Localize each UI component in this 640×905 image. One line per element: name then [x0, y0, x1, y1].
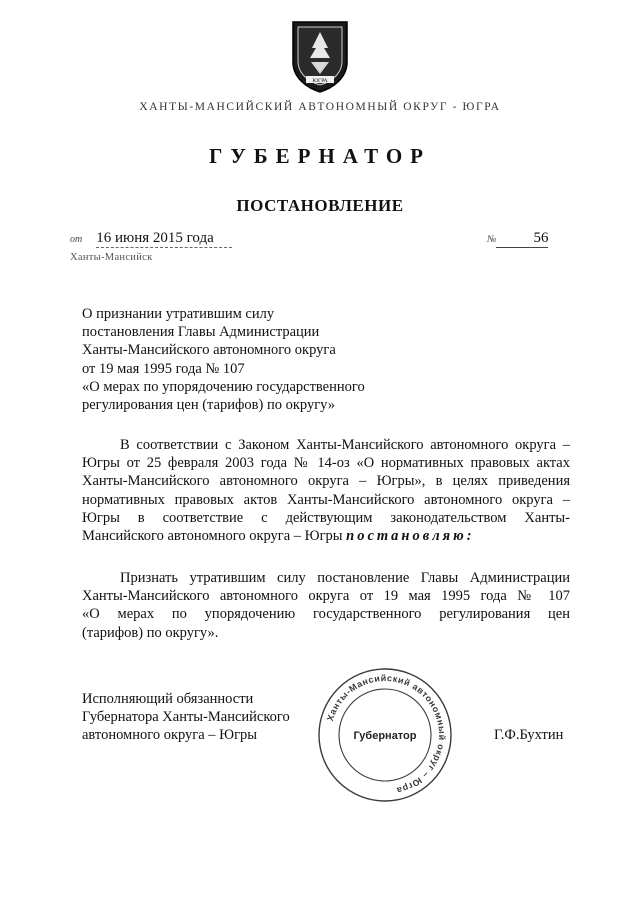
subject-line: от 19 мая 1995 года № 107 — [82, 360, 245, 377]
document-number — [487, 230, 548, 248]
body-line: Признать утратившим силу постановление Главы Администрации — [120, 570, 570, 586]
body-paragraph-1 — [82, 436, 570, 545]
coat-of-arms-emblem — [289, 18, 351, 94]
subject-line: О признании утратившим силу — [82, 306, 275, 322]
decree-word: постановляю: — [346, 528, 475, 545]
subject-line: «О мерах по упорядочению государственного — [82, 378, 365, 395]
document-type: ПОСТАНОВЛЕНИЕ — [236, 196, 404, 215]
body-line: Ханты-Мансийского автономного округа – Югры», в целях приведения — [82, 473, 570, 490]
stamp-center-text: Губернатор — [353, 730, 417, 742]
authority-title: ГУБЕРНАТОР — [208, 144, 432, 168]
number-prefix: № — [487, 234, 497, 245]
body-line: В соответствии с Законом Ханты-Мансийского автономного округа – — [120, 437, 570, 453]
subject-line: Ханты-Мансийского автономного округа — [82, 342, 336, 359]
body-line: нормативных правовых актов Ханты-Мансийского автономного округа – — [82, 491, 570, 508]
body-line — [82, 527, 570, 545]
body-line: «О мерах по упорядочению государственного регулирования цен — [82, 606, 570, 623]
signatory-name: Г.Ф.Бухтин — [494, 727, 564, 743]
body-line: Югры от 25 февраля 2003 года № 14-оз «О нормативных правовых актах — [82, 455, 570, 472]
date-prefix: от — [70, 234, 83, 245]
region-name: ХАНТЫ-МАНСИЙСКИЙ АВТОНОМНЫЙ ОКРУГ - ЮГРА — [139, 101, 501, 113]
position-line: Исполняющий обязанности — [82, 691, 254, 707]
number-value: 56 — [496, 230, 548, 248]
date-value: 16 июня 2015 года — [96, 230, 232, 248]
body-line: (тарифов) по округу». — [82, 624, 219, 641]
position-line: автономного округа – Югры — [82, 727, 258, 744]
document-subject — [82, 305, 365, 414]
position-line: Губернатора Ханты-Мансийского — [82, 709, 290, 726]
official-stamp — [315, 665, 455, 805]
city-name: Ханты-Мансийск — [70, 252, 153, 263]
emblem-text: ЮГРА — [312, 78, 328, 84]
subject-line: постановления Главы Администрации — [82, 324, 320, 341]
signatory-position — [82, 690, 290, 745]
body-line-text: Мансийского автономного округа – Югры — [82, 528, 343, 545]
document-date — [70, 230, 232, 248]
body-line: Югры в соответствие с действующим законодательством Ханты- — [82, 509, 570, 526]
body-line: Ханты-Мансийского автономного округа от 19 мая 1995 года № 107 — [82, 588, 570, 605]
subject-line: регулирования цен (тарифов) по округу» — [82, 397, 336, 414]
body-paragraph-2 — [82, 569, 570, 642]
stamp-ring-text: Ханты-Мансийский автономный округ – Югра — [324, 672, 448, 796]
